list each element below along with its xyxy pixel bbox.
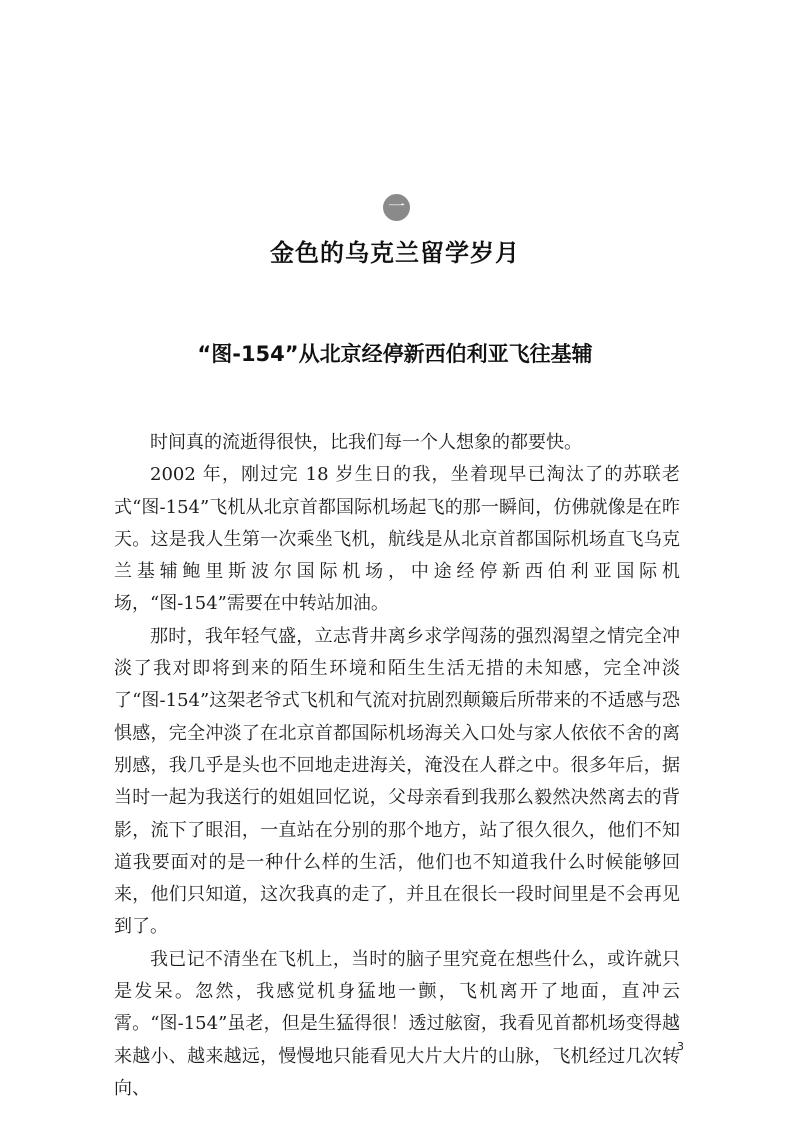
paragraph: 我已记不清坐在飞机上，当时的脑子里究竟在想些什么，或许就只是发呆。忽然，我感觉机身猛地一颤，飞机离开了地面，直冲云霄。“图-154”虽老，但是生猛得很！透过舷窗，我看见首都机场变得越来越小、越来越远，慢慢地只能看见大片大片的山脉，飞机经过几次转向、 <box>114 948 680 1099</box>
paragraph: 2002 年，刚过完 18 岁生日的我，坐着现早已淘汰了的苏联老式“图-154”飞机从北京首都国际机场起飞的那一瞬间，仿佛就像是在昨天。这是我人生第一次乘坐飞机，航线是从北京首都国际机场直飞乌克兰基辅鲍里斯波尔国际机场，中途经停新西伯利亚国际机场，“图-154”需要在中转站加油。 <box>114 464 680 615</box>
chapter-number-badge: 一 <box>383 194 410 221</box>
section-title: “图-154”从北京经停新西伯利亚飞往基辅 <box>197 342 593 366</box>
page-number: 3 <box>677 1040 684 1053</box>
body-text <box>114 427 680 1105</box>
paragraph: 那时，我年轻气盛，立志背井离乡求学闯荡的强烈渴望之情完全冲淡了我对即将到来的陌生环境和陌生生活无措的未知感，完全冲淡了“图-154”这架老爷式飞机和气流对抗剧烈颠簸后所带来的不适感与恐惧感，完全冲淡了在北京首都国际机场海关入口处与家人依依不舍的离别感，我几乎是头也不回地走进海关，淹没在人群之中。很多年后，据当时一起为我送行的姐姐回忆说，父母亲看到我那么毅然决然离去的背影，流下了眼泪，一直站在分别的那个地方，站了很久很久，他们不知道我要面对的是一种什么样的生活，他们也不知道我什么时候能够回来，他们只知道，这次我真的走了，并且在很长一段时间里是不会再见到了。 <box>114 625 680 938</box>
paragraph: 时间真的流逝得很快，比我们每一个人想象的都要快。 <box>150 432 582 453</box>
chapter-title: 金色的乌克兰留学岁月 <box>270 239 520 267</box>
